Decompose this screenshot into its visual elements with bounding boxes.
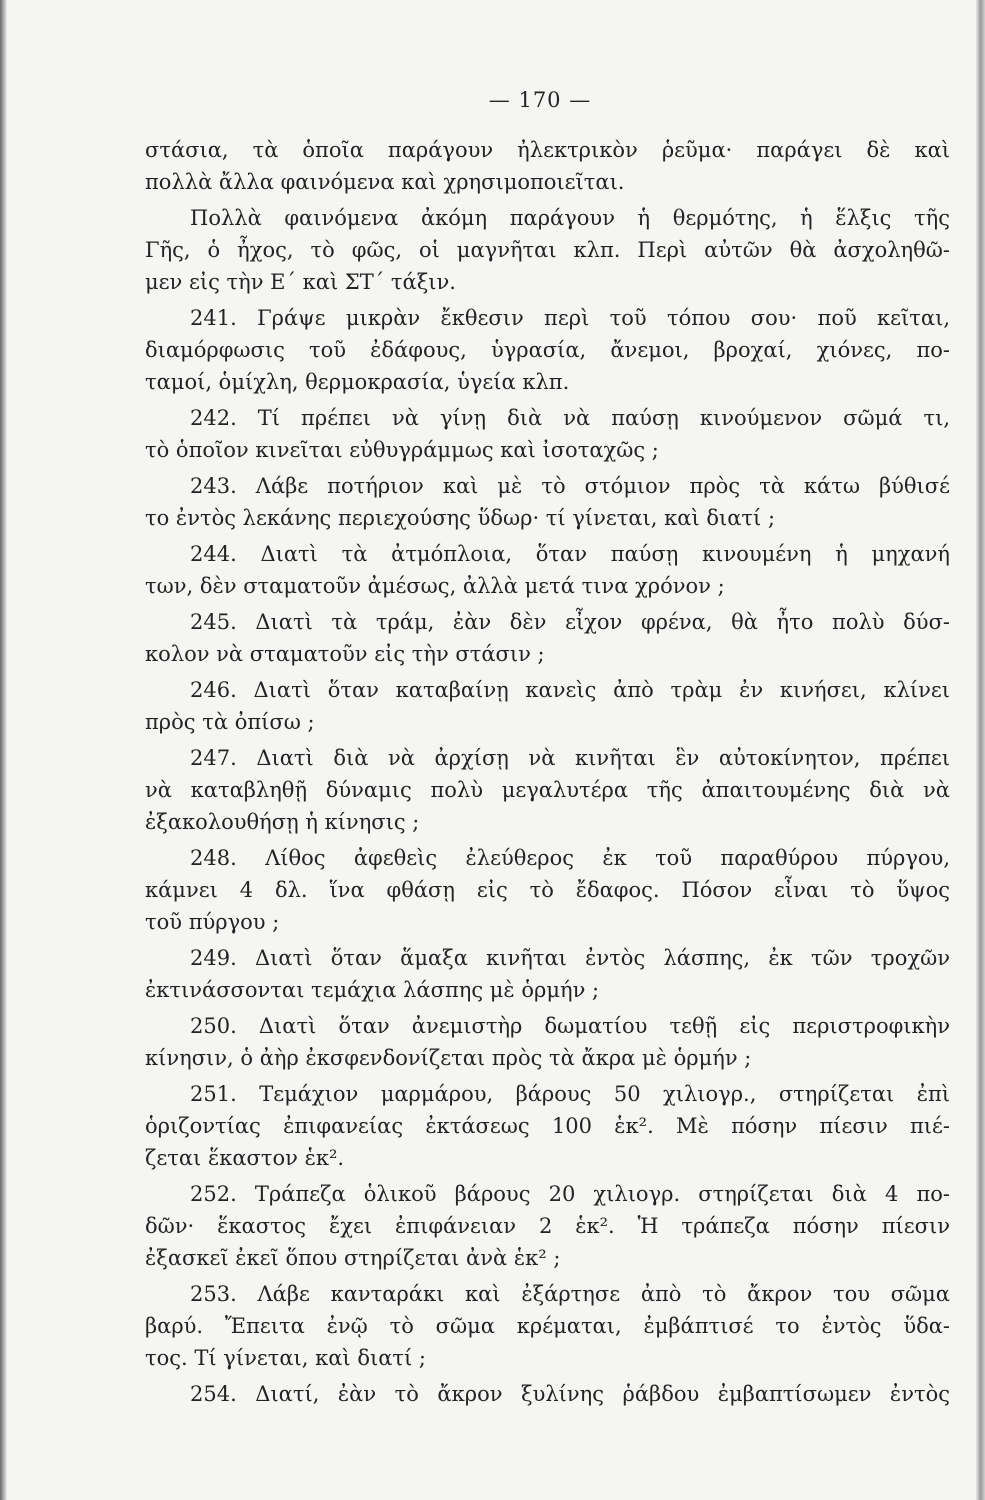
text-line: 253. Λάβε κανταράκι καὶ ἐξάρτησε ἀπὸ τὸ ἄκρον του σῶμα: [190, 1282, 950, 1306]
exercise-246: [145, 674, 950, 738]
text-line: ἐξακολουθήσῃ ἡ κίνησις ;: [145, 810, 420, 834]
exercise-253: [145, 1278, 950, 1374]
text-line: 243. Λάβε ποτήριον καὶ μὲ τὸ στόμιον πρὸς τὰ κάτω βύθισέ: [190, 474, 950, 498]
text-line: 247. Διατὶ διὰ νὰ ἀρχίσῃ νὰ κινῆται ἓν αὐτοκίνητον, πρέπει: [190, 746, 950, 770]
text-line: των, δὲν σταματοῦν ἀμέσως, ἀλλὰ μετά τινα χρόνον ;: [145, 574, 725, 598]
text-line: στάσια, τὰ ὁποῖα παράγουν ἠλεκτρικὸν ῥεῦμα· παράγει δὲ καὶ: [145, 138, 950, 162]
text-line: δῶν· ἕκαστος ἔχει ἐπιφάνειαν 2 ἑκ². Ἡ τράπεζα πόσην πίεσιν: [145, 1214, 950, 1238]
exercise-244: [145, 538, 950, 602]
page-number: — 170 —: [488, 88, 592, 112]
text-line: βαρύ. Ἔπειτα ἐνῷ τὸ σῶμα κρέμαται, ἐμβάπτισέ το ἐντὸς ὕδα-: [145, 1314, 950, 1338]
exercise-241: [145, 302, 950, 398]
text-line: διαμόρφωσις τοῦ ἐδάφους, ὑγρασία, ἄνεμοι, βροχαί, χιόνες, πο-: [145, 338, 950, 362]
scan-edge-left: [0, 0, 7, 1500]
text-line: 252. Τράπεζα ὁλικοῦ βάρους 20 χιλιογρ. στηρίζεται διὰ 4 πο-: [190, 1182, 950, 1206]
exercise-254: [145, 1378, 950, 1410]
text-line: 246. Διατὶ ὅταν καταβαίνῃ κανεὶς ἀπὸ τρὰμ ἐν κινήσει, κλίνει: [190, 678, 950, 702]
scan-edge-right: [976, 0, 985, 1500]
text-line: πρὸς τὰ ὀπίσω ;: [145, 710, 315, 734]
text-line: Πολλὰ φαινόμενα ἀκόμη παράγουν ἡ θερμότης, ἡ ἕλξις τῆς: [190, 206, 950, 230]
text-line: τοῦ πύργου ;: [145, 910, 280, 934]
text-line: μεν εἰς τὴν Ε΄ καὶ ΣΤ΄ τάξιν.: [145, 270, 456, 294]
text-line: ἐξασκεῖ ἐκεῖ ὅπου στηρίζεται ἀνὰ ἑκ² ;: [145, 1246, 561, 1270]
exercise-242: [145, 402, 950, 466]
text-line: 245. Διατὶ τὰ τράμ, ἐὰν δὲν εἶχον φρένα, θὰ ἦτο πολὺ δύσ-: [190, 610, 950, 634]
exercise-250: [145, 1010, 950, 1074]
exercise-252: [145, 1178, 950, 1274]
text-line: ταμοί, ὁμίχλη, θερμοκρασία, ὑγεία κλπ.: [145, 370, 570, 394]
text-line: 242. Τί πρέπει νὰ γίνῃ διὰ νὰ παύσῃ κινούμενον σῶμά τι,: [190, 406, 950, 430]
paragraph-phenomena: [145, 202, 950, 298]
exercise-247: [145, 742, 950, 838]
paragraph-continuation: [145, 134, 950, 198]
exercise-249: [145, 942, 950, 1006]
text-line: 249. Διατὶ ὅταν ἅμαξα κινῆται ἐντὸς λάσπης, ἐκ τῶν τροχῶν: [190, 946, 950, 970]
text-line: ζεται ἕκαστον ἑκ².: [145, 1146, 345, 1170]
text-line: νὰ καταβληθῇ δύναμις πολὺ μεγαλυτέρα τῆς ἀπαιτουμένης διὰ νὰ: [145, 778, 950, 802]
text-line: 250. Διατὶ ὅταν ἀνεμιστὴρ δωματίου τεθῇ εἰς περιστροφικὴν: [190, 1014, 950, 1038]
text-line: κολον νὰ σταματοῦν εἰς τὴν στάσιν ;: [145, 642, 545, 666]
text-line: Γῆς, ὁ ἦχος, τὸ φῶς, οἱ μαγνῆται κλπ. Περὶ αὐτῶν θὰ ἀσχοληθῶ-: [145, 238, 950, 262]
text-line: 244. Διατὶ τὰ ἀτμόπλοια, ὅταν παύσῃ κινουμένη ἡ μηχανή: [190, 542, 950, 566]
text-line: κίνησιν, ὁ ἀὴρ ἐκσφενδονίζεται πρὸς τὰ ἄκρα μὲ ὁρμήν ;: [145, 1046, 752, 1070]
text-line: τὸ ὁποῖον κινεῖται εὐθυγράμμως καὶ ἰσοταχῶς ;: [145, 438, 659, 462]
exercise-243: [145, 470, 950, 534]
text-line: πολλὰ ἄλλα φαινόμενα καὶ χρησιμοποιεῖται.: [145, 170, 625, 194]
exercise-245: [145, 606, 950, 670]
page-body: [145, 134, 950, 1414]
text-line: ἐκτινάσσονται τεμάχια λάσπης μὲ ὁρμήν ;: [145, 978, 600, 1002]
exercise-248: [145, 842, 950, 938]
text-line: το ἐντὸς λεκάνης περιεχούσης ὕδωρ· τί γίνεται, καὶ διατί ;: [145, 506, 776, 530]
text-line: τος. Τί γίνεται, καὶ διατί ;: [145, 1346, 426, 1370]
text-line: 248. Λίθος ἀφεθεὶς ἐλεύθερος ἐκ τοῦ παραθύρου πύργου,: [190, 846, 950, 870]
exercise-251: [145, 1078, 950, 1174]
text-line: 241. Γράψε μικρὰν ἔκθεσιν περὶ τοῦ τόπου σου· ποῦ κεῖται,: [190, 306, 950, 330]
text-line: κάμνει 4 δλ. ἵνα φθάσῃ εἰς τὸ ἔδαφος. Πόσον εἶναι τὸ ὕψος: [145, 878, 950, 902]
text-line: ὁριζοντίας ἐπιφανείας ἐκτάσεως 100 ἑκ². Μὲ πόσην πίεσιν πιέ-: [145, 1114, 950, 1138]
text-line: 251. Τεμάχιον μαρμάρου, βάρους 50 χιλιογρ., στηρίζεται ἐπὶ: [190, 1082, 950, 1106]
text-line: 254. Διατί, ἐὰν τὸ ἄκρον ξυλίνης ῥάβδου ἐμβαπτίσωμεν ἐντὸς: [190, 1382, 950, 1406]
